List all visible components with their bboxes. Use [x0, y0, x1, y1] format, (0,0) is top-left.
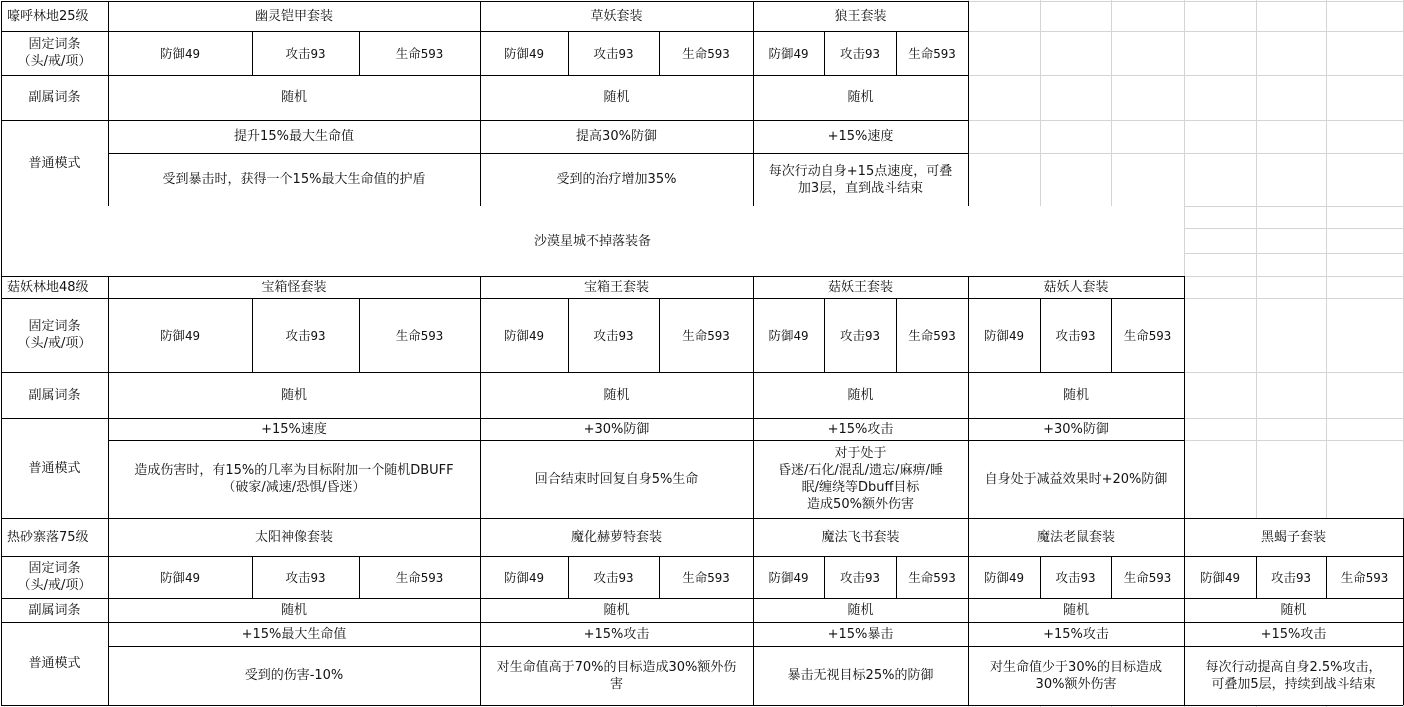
stat-attack[interactable]: 攻击93 — [1055, 327, 1096, 343]
stat-attack[interactable]: 攻击93 — [285, 569, 326, 585]
set-name[interactable]: 黑蝎子套装 — [1260, 529, 1326, 545]
label-normal-mode[interactable]: 普通模式 — [28, 155, 81, 171]
set-bonus-1[interactable]: +15%暴击 — [827, 626, 894, 642]
stat-attack[interactable]: 攻击93 — [593, 569, 634, 585]
gridline — [968, 120, 1404, 121]
stat-hp[interactable]: 生命593 — [908, 569, 956, 585]
gridline — [968, 75, 1404, 76]
label-fixed-affix[interactable]: 固定词条 （头/戒/项） — [17, 37, 92, 69]
set-name[interactable]: 魔法飞书套装 — [821, 529, 900, 545]
set-name[interactable]: 草妖套装 — [590, 8, 643, 24]
set-bonus-1[interactable]: +15%速度 — [261, 421, 327, 437]
banner-no-drop[interactable]: 沙漠星城不掉落装备 — [533, 233, 651, 249]
set-name[interactable]: 魔化赫萝特套装 — [570, 529, 662, 545]
stat-defense[interactable]: 防御49 — [503, 327, 545, 343]
set-bonus-2[interactable]: 暴击无视目标25%的防御 — [787, 668, 934, 683]
region-title[interactable]: 嚎呼林地25级 — [7, 8, 89, 24]
set-name[interactable]: 菇妖王套装 — [827, 279, 893, 295]
set-bonus-2[interactable]: 每次行动自身+15点速度，可叠 加3层，直到战斗结束 — [768, 163, 953, 196]
stat-attack[interactable]: 攻击93 — [593, 45, 634, 61]
stat-defense[interactable]: 防御49 — [1199, 569, 1241, 585]
label-fixed-affix[interactable]: 固定词条 （头/戒/项） — [17, 561, 92, 593]
gridline — [968, 31, 1404, 32]
stat-attack[interactable]: 攻击93 — [593, 327, 634, 343]
set-bonus-1[interactable]: +30%防御 — [1043, 421, 1109, 437]
stat-defense[interactable]: 防御49 — [768, 569, 809, 585]
stat-hp[interactable]: 生命593 — [682, 569, 730, 585]
set-bonus-2[interactable]: 受到的伤害-10% — [244, 668, 344, 683]
sub-affix-value[interactable]: 随机 — [603, 602, 630, 618]
set-name[interactable]: 太阳神像套装 — [254, 529, 333, 545]
stat-hp[interactable]: 生命593 — [682, 327, 730, 343]
cell-border — [1184, 276, 1185, 518]
label-sub-affix[interactable]: 副属词条 — [28, 90, 81, 105]
label-sub-affix[interactable]: 副属词条 — [28, 387, 81, 403]
sub-affix-value[interactable]: 随机 — [280, 387, 307, 403]
sub-affix-value[interactable]: 随机 — [847, 387, 874, 403]
set-bonus-1[interactable]: 提高30%防御 — [576, 129, 657, 144]
set-bonus-2[interactable]: 自身处于减益效果时+20%防御 — [984, 471, 1168, 487]
stat-hp[interactable]: 生命593 — [908, 45, 956, 61]
stat-hp[interactable]: 生命593 — [395, 327, 444, 343]
stat-attack[interactable]: 攻击93 — [285, 45, 326, 61]
set-name[interactable]: 宝箱怪套装 — [261, 279, 327, 295]
sub-affix-value[interactable]: 随机 — [1280, 602, 1307, 618]
set-name[interactable]: 狼王套装 — [834, 8, 887, 24]
stat-attack[interactable]: 攻击93 — [839, 569, 881, 585]
stat-hp[interactable]: 生命593 — [1340, 569, 1389, 585]
stat-hp[interactable]: 生命593 — [1123, 569, 1172, 585]
stat-hp[interactable]: 生命593 — [908, 327, 956, 343]
set-bonus-1[interactable]: +15%攻击 — [827, 421, 894, 437]
stat-attack[interactable]: 攻击93 — [839, 45, 881, 61]
stat-defense[interactable]: 防御49 — [503, 569, 545, 585]
sub-affix-value[interactable]: 随机 — [280, 90, 307, 105]
sub-affix-value[interactable]: 随机 — [1062, 602, 1089, 618]
stat-defense[interactable]: 防御49 — [983, 327, 1025, 343]
stat-attack[interactable]: 攻击93 — [1270, 569, 1312, 585]
gridline — [1184, 253, 1404, 254]
gridline — [968, 153, 1404, 154]
stat-hp[interactable]: 生命593 — [395, 569, 444, 585]
region-title[interactable]: 热砂寨落75级 — [7, 529, 89, 545]
set-bonus-2[interactable]: 造成伤害时，有15%的几率为目标附加一个随机DBUFF （破家/减速/恐惧/昏迷） — [134, 463, 454, 495]
set-bonus-2[interactable]: 对生命值高于70%的目标造成30%额外伤 害 — [496, 659, 737, 692]
gridline — [1184, 228, 1404, 229]
sub-affix-value[interactable]: 随机 — [603, 387, 630, 403]
stat-hp[interactable]: 生命593 — [395, 45, 444, 61]
label-fixed-affix[interactable]: 固定词条 （头/戒/项） — [17, 319, 92, 351]
cell-border — [968, 1, 969, 206]
set-name[interactable]: 宝箱王套装 — [583, 279, 649, 295]
set-bonus-1[interactable]: +15%攻击 — [1043, 626, 1109, 642]
stat-hp[interactable]: 生命593 — [1123, 327, 1172, 343]
stat-hp[interactable]: 生命593 — [682, 45, 730, 61]
sub-affix-value[interactable]: 随机 — [847, 90, 874, 105]
stat-defense[interactable]: 防御49 — [503, 45, 545, 61]
stat-defense[interactable]: 防御49 — [159, 327, 201, 343]
sub-affix-value[interactable]: 随机 — [280, 602, 307, 618]
gridline — [968, 1, 1404, 2]
set-bonus-1[interactable]: +30%防御 — [583, 421, 650, 437]
set-bonus-2[interactable]: 受到的治疗增加35% — [556, 172, 677, 187]
stat-defense[interactable]: 防御49 — [768, 327, 809, 343]
set-name[interactable]: 魔法老鼠套装 — [1036, 529, 1115, 545]
stat-defense[interactable]: 防御49 — [768, 45, 809, 61]
label-sub-affix[interactable]: 副属词条 — [28, 602, 81, 618]
set-bonus-2[interactable]: 回合结束时回复自身5%生命 — [534, 471, 699, 487]
stat-attack[interactable]: 攻击93 — [1055, 569, 1096, 585]
cell-border — [1, 705, 1403, 706]
set-bonus-2[interactable]: 受到暴击时，获得一个15%最大生命值的护盾 — [162, 172, 426, 187]
set-bonus-2[interactable]: 每次行动提高自身2.5%攻击， 可叠加5层，持续到战斗结束 — [1205, 659, 1382, 692]
stat-defense[interactable]: 防御49 — [159, 569, 201, 585]
set-name[interactable]: 菇妖人套装 — [1043, 279, 1109, 295]
label-normal-mode[interactable]: 普通模式 — [28, 460, 81, 476]
set-bonus-1[interactable]: +15%速度 — [827, 129, 894, 144]
stat-defense[interactable]: 防御49 — [983, 569, 1025, 585]
sub-affix-value[interactable]: 随机 — [1062, 387, 1089, 403]
set-bonus-2[interactable]: 对于处于 昏迷/石化/混乱/遗忘/麻痹/睡 眠/缠绕等Dbuff目标 造成50%额外伤害 — [778, 446, 943, 512]
set-name[interactable]: 幽灵铠甲套装 — [254, 8, 333, 24]
cell-border — [1, 276, 1184, 277]
set-bonus-2[interactable]: 对生命值少于30%的目标造成 30%额外伤害 — [990, 659, 1162, 692]
stat-attack[interactable]: 攻击93 — [839, 327, 881, 343]
stat-defense[interactable]: 防御49 — [159, 45, 201, 61]
label-normal-mode[interactable]: 普通模式 — [28, 656, 81, 671]
set-bonus-1[interactable]: 提升15%最大生命值 — [234, 129, 354, 144]
set-bonus-1[interactable]: +15%攻击 — [583, 626, 650, 642]
set-bonus-1[interactable]: +15%攻击 — [1260, 626, 1327, 642]
region-title[interactable]: 菇妖林地48级 — [7, 279, 89, 295]
set-bonus-1[interactable]: +15%最大生命值 — [241, 626, 347, 642]
sub-affix-value[interactable]: 随机 — [847, 602, 874, 618]
sub-affix-value[interactable]: 随机 — [603, 90, 630, 105]
stat-attack[interactable]: 攻击93 — [285, 327, 326, 343]
